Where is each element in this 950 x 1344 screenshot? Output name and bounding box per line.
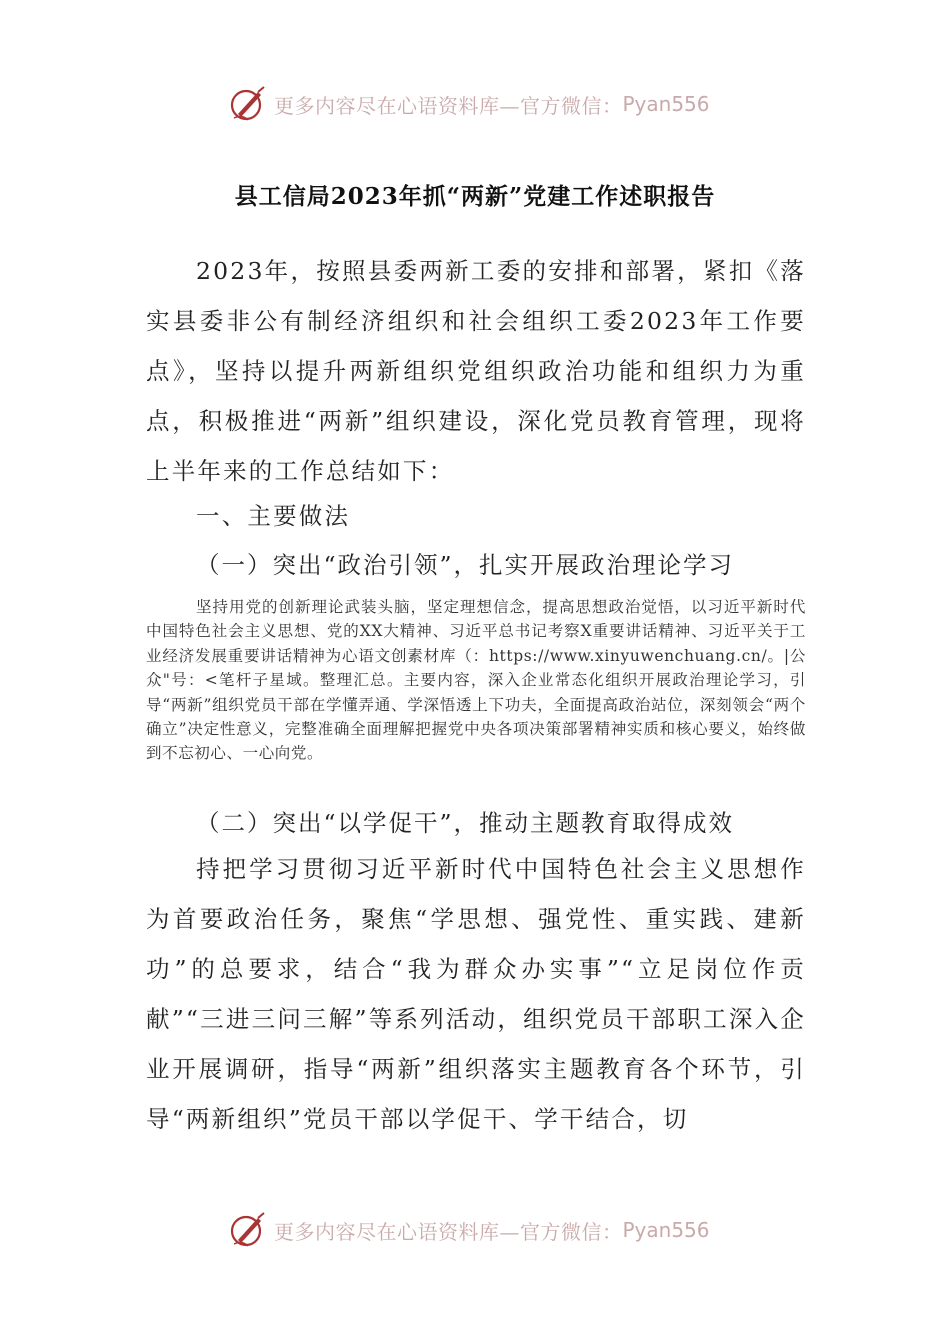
section-heading-main-practices: 一、主要做法	[196, 502, 351, 530]
document-title: 县工信局2023年抓“两新”党建工作述职报告	[234, 183, 716, 210]
banner-wechat-id: Pyan556	[622, 92, 710, 116]
banner-text: 更多内容尽在心语资料库—官方微信：	[274, 1219, 623, 1244]
writing-pen-logo-icon	[228, 84, 268, 124]
banner-wechat-id: Pyan556	[622, 1218, 710, 1242]
subsection-heading-1: （一）突出“政治引领”，扎实开展政治理论学习	[196, 551, 735, 579]
banner-text: 更多内容尽在心语资料库—官方微信：	[274, 93, 623, 118]
subsection-2-body: 持把学习贯彻习近平新时代中国特色社会主义思想作为首要政治任务，聚焦“学思想、强党性、重实践、建新功”的总要求，结合“我为群众办实事”“立足岗位作贡献”“三进三问三解”等系列活动，组织党员干部职工深入企业开展调研，指导“两新”组织落实主题教育各个环节，引导“两新组织”党员干部以学促干、学干结合，切	[146, 855, 806, 1133]
writing-pen-logo-icon	[228, 1210, 268, 1250]
header-watermark-banner	[228, 82, 710, 126]
subsection-1-body: 坚持用党的创新理论武装头脑，坚定理想信念，提高思想政治觉悟，以习近平新时代中国特色社会主义思想、党的XX大精神、习近平总书记考察X重要讲话精神、习近平关于工业经济发展重要讲话精神为心语文创素材库（：https://www.xinyuwenchuang.cn/。|公众"号：<笔杆子星域。整理汇总。主要内容，深入企业常态化组织开展政治理论学习，引导“两新”组织党员干部在学懂弄通、学深悟透上下功夫，全面提高政治站位，深刻领会“两个确立”决定性意义，完整准确全面理解把握党中央各项决策部署精神实质和核心要义，始终做到不忘初心、一心向党。	[146, 598, 806, 763]
intro-paragraph: 2023年，按照县委两新工委的安排和部署，紧扣《落实县委非公有制经济组织和社会组织工委2023年工作要点》，坚持以提升两新组织党组织政治功能和组织力为重点，积极推进“两新”组织建设，深化党员教育管理，现将上半年来的工作总结如下：	[146, 257, 806, 485]
footer-watermark-banner	[228, 1208, 710, 1252]
subsection-heading-2: （二）突出“以学促干”，推动主题教育取得成效	[196, 809, 735, 837]
